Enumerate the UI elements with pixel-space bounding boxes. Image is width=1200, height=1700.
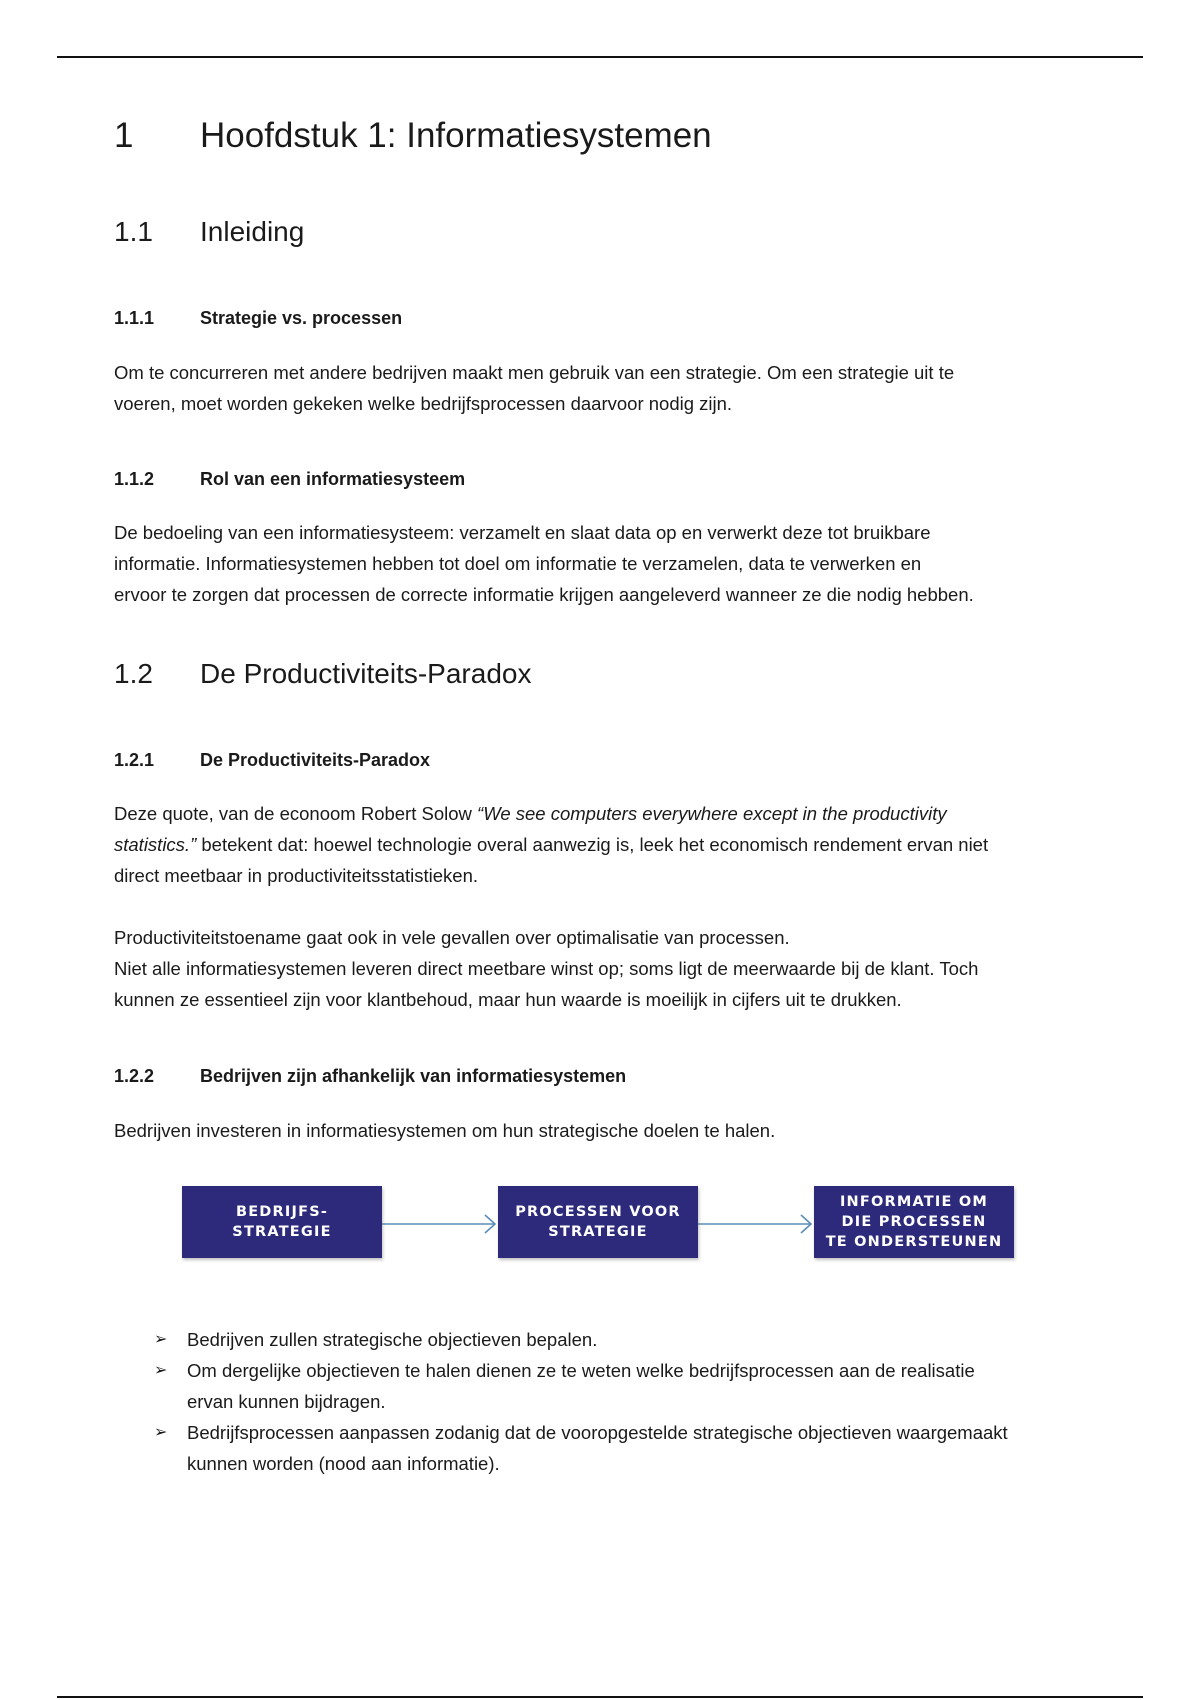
subsection-number: 1.1.1	[114, 308, 155, 328]
paragraph-productiviteit	[114, 922, 1094, 1015]
paragraph-line: ervoor te zorgen dat processen de correcte informatie krijgen aangeleverd wanneer ze die nodig hebben.	[114, 584, 974, 605]
diagram-box-processen	[498, 1186, 698, 1258]
section-heading-1-2	[114, 658, 531, 690]
paragraph-quote	[114, 798, 1094, 891]
section-title: De Productiviteits-Paradox	[200, 658, 532, 689]
section-title: Inleiding	[200, 216, 305, 247]
flow-arrow-icon	[382, 1186, 498, 1258]
quote-intro: Deze quote, van de econoom Robert Solow	[114, 803, 478, 824]
subsection-title: Rol van een informatiesysteem	[200, 469, 466, 489]
paragraph-line: Bedrijven investeren in informatiesystemen om hun strategische doelen te halen.	[114, 1120, 776, 1141]
chapter-title: Hoofdstuk 1: Informatiesystemen	[200, 116, 712, 155]
subsection-heading-1-1-2	[114, 469, 465, 490]
paragraph-line: Om te concurreren met andere bedrijven maakt men gebruik van een strategie. Om een strategie uit te	[114, 362, 955, 383]
flow-arrow-icon	[698, 1186, 814, 1258]
quote-explanation: betekent dat: hoewel technologie overal aanwezig is, leek het economisch rendement ervan niet	[196, 834, 989, 855]
paragraph-line	[114, 829, 1094, 860]
section-heading-1-1	[114, 216, 304, 248]
solow-quote-part1: “We see computers everywhere except in the productivity	[477, 803, 947, 824]
paragraph-line: kunnen ze essentieel zijn voor klantbehoud, maar hun waarde is moeilijk in cijfers uit te drukken.	[114, 989, 902, 1010]
subsection-number: 1.1.2	[114, 469, 155, 489]
paragraph-line: Productiviteitstoename gaat ook in vele gevallen over optimalisatie van processen.	[114, 927, 790, 948]
subsection-number: 1.2.2	[114, 1066, 155, 1086]
box-line: PROCESSEN VOOR	[515, 1204, 681, 1220]
solow-quote-part2: statistics.”	[114, 834, 197, 855]
box-line: INFORMATIE OM	[839, 1194, 989, 1210]
list-item	[154, 1355, 1114, 1417]
box-line: BEDRIJFS-	[235, 1204, 329, 1220]
paragraph-rol	[114, 517, 1094, 610]
paragraph-strategie	[114, 357, 1094, 419]
chapter-number: 1	[114, 116, 134, 155]
box-line: STRATEGIE	[548, 1224, 648, 1240]
list-item-line: kunnen worden (nood aan informatie).	[187, 1453, 500, 1474]
top-rule	[57, 56, 1143, 58]
section-number: 1.2	[114, 658, 153, 689]
box-line: STRATEGIE	[232, 1224, 332, 1240]
paragraph-line: informatie. Informatiesystemen hebben tot doel om informatie te verzamelen, data te verwerken en	[114, 553, 922, 574]
section-number: 1.1	[114, 216, 153, 247]
arrow-bullet-icon: ➢	[154, 1362, 168, 1379]
box-line: DIE PROCESSEN	[841, 1214, 987, 1230]
paragraph-line: De bedoeling van een informatiesysteem: verzamelt en slaat data op en verwerkt deze tot bruikbare	[114, 522, 931, 543]
paragraph-line: Niet alle informatiesystemen leveren direct meetbare winst op; soms ligt de meerwaarde bij de klant. Toch	[114, 958, 979, 979]
subsection-number: 1.2.1	[114, 750, 155, 770]
list-item-line: ervan kunnen bijdragen.	[187, 1391, 386, 1412]
arrow-bullet-icon: ➢	[154, 1424, 168, 1441]
subsection-heading-1-2-2	[114, 1066, 626, 1087]
list-item-line: Bedrijfsprocessen aanpassen zodanig dat de vooropgestelde strategische objectieven waargemaakt	[187, 1422, 1008, 1443]
subsection-title: De Productiviteits-Paradox	[200, 750, 431, 770]
list-item-line: Om dergelijke objectieven te halen dienen ze te weten welke bedrijfsprocessen aan de realisatie	[187, 1360, 975, 1381]
diagram-box-bedrijfsstrategie	[182, 1186, 382, 1258]
box-line: TE ONDERSTEUNEN	[825, 1234, 1003, 1250]
subsection-title: Bedrijven zijn afhankelijk van informatiesystemen	[200, 1066, 627, 1086]
list-item	[154, 1324, 1114, 1355]
paragraph-line: voeren, moet worden gekeken welke bedrijfsprocessen daarvoor nodig zijn.	[114, 393, 733, 414]
paragraph-investeren	[114, 1115, 1094, 1146]
list-item-line: Bedrijven zullen strategische objectieven bepalen.	[187, 1329, 598, 1350]
chapter-heading	[114, 116, 712, 156]
bullet-list	[154, 1324, 1114, 1479]
paragraph-line	[114, 798, 1094, 829]
subsection-heading-1-1-1	[114, 308, 402, 329]
bottom-rule	[57, 1696, 1143, 1698]
subsection-heading-1-2-1	[114, 750, 430, 771]
diagram-box-informatie	[814, 1186, 1014, 1258]
paragraph-line: direct meetbaar in productiviteitsstatistieken.	[114, 865, 479, 886]
subsection-title: Strategie vs. processen	[200, 308, 403, 328]
list-item	[154, 1417, 1114, 1479]
arrow-bullet-icon: ➢	[154, 1331, 168, 1348]
strategy-flow-diagram	[182, 1186, 1014, 1262]
